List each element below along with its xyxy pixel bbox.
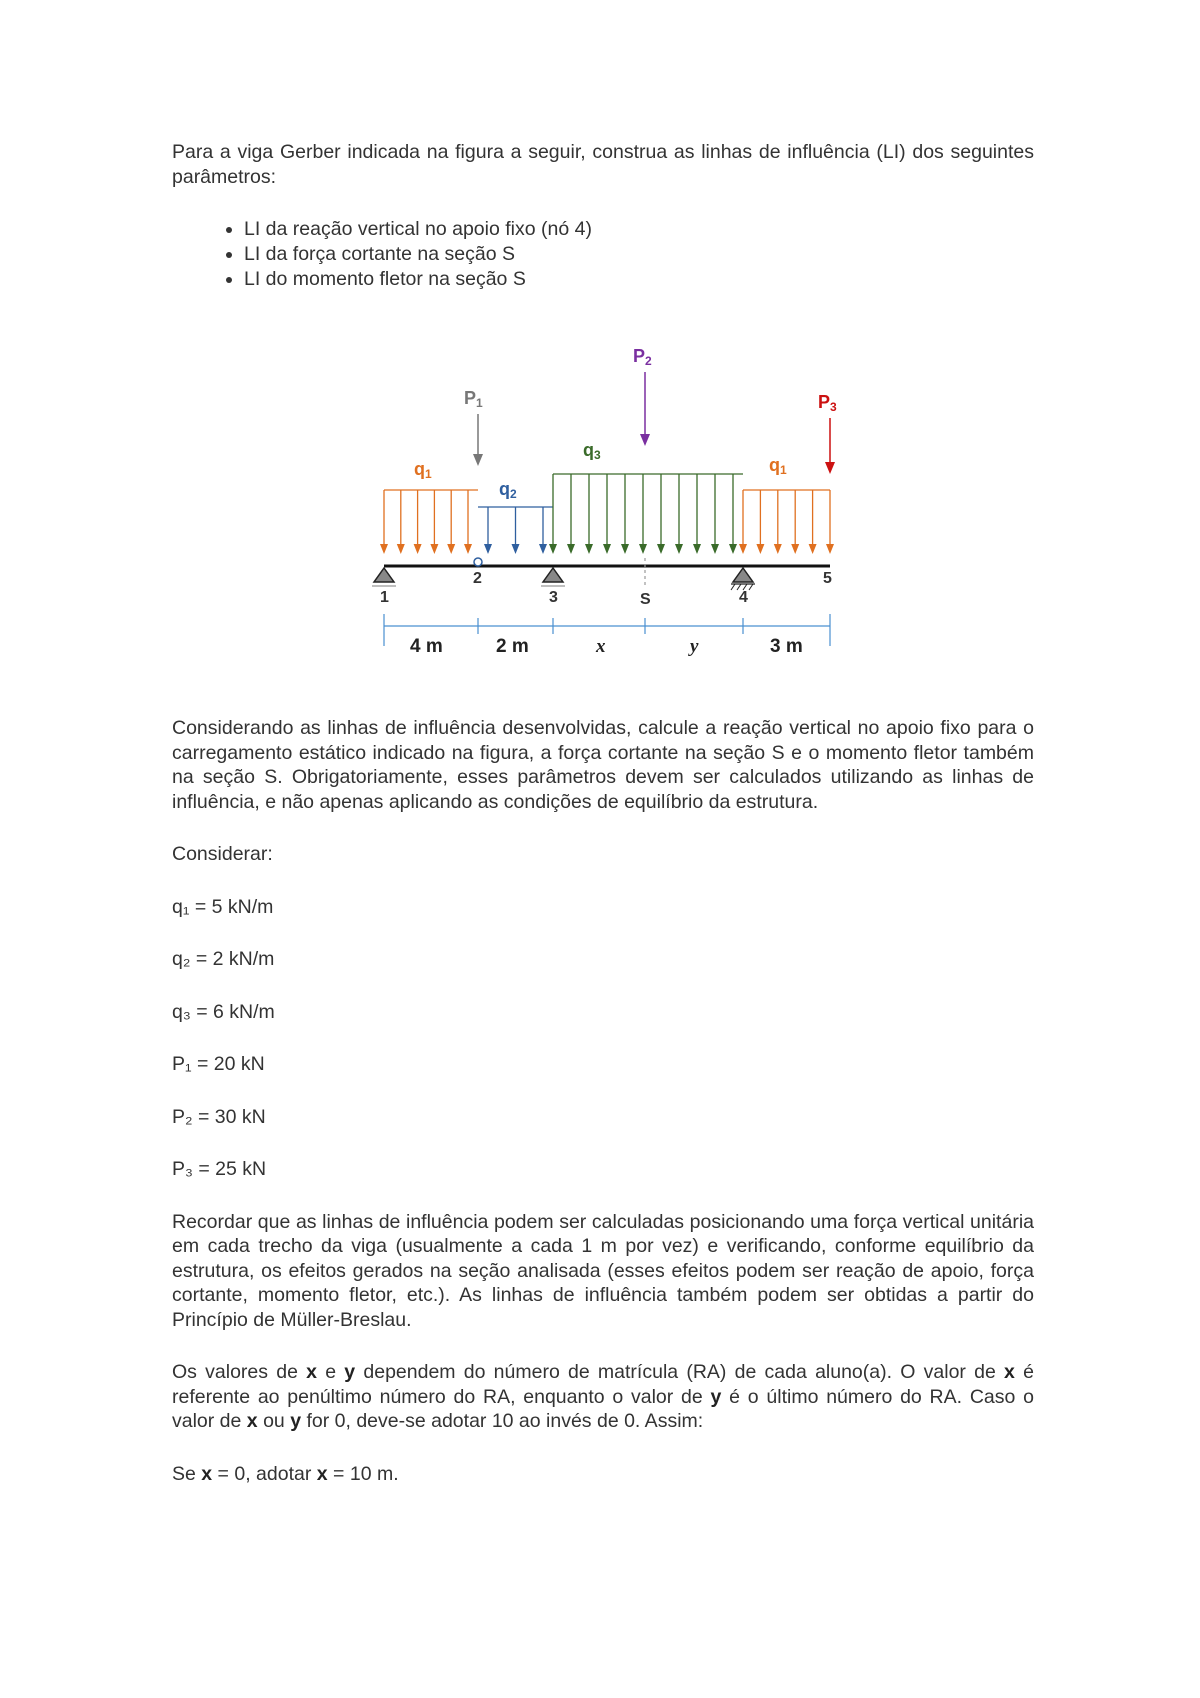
considerar-label: Considerar: [172,843,273,865]
pin-support-icon [374,568,394,582]
arrow-down-icon [549,544,557,554]
arrow-down-icon [774,544,782,554]
arrow-down-icon [826,544,834,554]
node-s-label: S [640,591,651,608]
q1-left-label: q1 [414,459,432,481]
value-p1: P₁ = 20 kN [172,1053,265,1075]
arrow-down-icon [473,454,483,466]
value-q1: q₁ = 5 kN/m [172,895,274,918]
arrow-down-icon [791,544,799,554]
q3-load [549,474,743,554]
list-item: • LI do momento fletor na seção S [244,267,1034,292]
hinge-icon [474,558,482,566]
arrow-down-icon [825,462,835,474]
dimension-line [384,614,830,646]
arrow-down-icon [585,544,593,554]
arrow-down-icon [430,544,438,554]
svg-text:P1: P1 [464,388,483,410]
q2-label: q2 [499,479,517,501]
arrow-down-icon [603,544,611,554]
arrow-down-icon [640,434,650,446]
pin-support-icon [543,568,563,582]
p3-force [818,392,837,474]
node-5-label: 5 [823,570,832,587]
arrow-down-icon [484,544,492,554]
list-item: • LI da reação vertical no apoio fixo (nó 4) [244,217,1034,242]
node-3-label: 3 [549,589,558,606]
value-p3: P₃ = 25 kN [172,1158,267,1180]
dim-2m: 2 m [496,636,529,657]
list-item: • LI da força cortante na seção S [244,242,1034,267]
value-q2: q₂ = 2 kN/m [172,948,275,970]
q1-right-label: q1 [769,455,787,477]
arrow-down-icon [693,544,701,554]
arrow-down-icon [512,544,520,554]
arrow-down-icon [675,544,683,554]
p1-force [464,388,483,466]
svg-text:P2: P2 [633,346,652,368]
arrow-down-icon [621,544,629,554]
recall-paragraph: Recordar que as linhas de influência podem ser calculadas posicionando uma força vertical unitária em cada trecho da viga (usualmente a cada 1 m por vez) e verificando, conforme equilíbrio da estrutura, os efeitos gerados na seção analisada (esses efeitos podem ser reação de apoio, força cortante, momento fletor, etc.). As linhas de influência também podem ser obtidas a partir do Princípio de Müller-Breslau. [172,1210,1034,1331]
dim-y: y [690,636,699,657]
node-4-label: 4 [739,589,748,606]
arrow-down-icon [380,544,388,554]
calculation-paragraph: Considerando as linhas de influência desenvolvidas, calcule a reação vertical no apoio fixo para o carregamento estático indicado na figura, a força cortante na seção S e o momento fletor também na seção S. Obrigatoriamente, esses parâmetros devem ser calculados utilizando as linhas de influência, e não apenas aplicando as condições de equilíbrio da estrutura. [172,717,1034,813]
arrow-down-icon [739,544,747,554]
dim-x: x [596,636,606,657]
arrow-down-icon [464,544,472,554]
dim-3m: 3 m [770,636,803,657]
arrow-down-icon [809,544,817,554]
arrow-down-icon [447,544,455,554]
fixed-support-icon [733,568,753,582]
arrow-down-icon [657,544,665,554]
value-q3: q₃ = 6 kN/m [172,1000,275,1023]
support-node-1 [372,568,396,586]
node-2-label: 2 [473,570,482,587]
support-node-4 [731,568,755,590]
arrow-down-icon [567,544,575,554]
arrow-down-icon [729,544,737,554]
p2-force [633,346,652,446]
q1-left-load [380,490,478,554]
influence-lines-list [172,217,1034,292]
arrow-down-icon [711,544,719,554]
rule-line: Se x = 0, adotar x = 10 m. [172,1462,399,1485]
node-1-label: 1 [380,589,389,606]
arrow-down-icon [397,544,405,554]
q1-right-load [739,490,834,554]
arrow-down-icon [414,544,422,554]
arrow-down-icon [639,544,647,554]
arrow-down-icon [756,544,764,554]
intro-paragraph: Para a viga Gerber indicada na figura a seguir, construa as linhas de influência (LI) dos seguintes parâmetros: [172,141,1034,188]
ra-paragraph: Os valores de x e y dependem do número de matrícula (RA) de cada aluno(a). O valor de x é referente ao penúltimo número do RA, enquanto o valor de y é o último número do RA. Caso o valor de x ou y for 0, deve-se adotar 10 ao invés de 0. Assim: [172,1361,1034,1432]
arrow-down-icon [539,544,547,554]
q3-label: q3 [583,440,601,462]
q2-load [478,507,553,554]
gerber-beam-figure [360,340,840,670]
value-p2: P₂ = 30 kN [172,1105,266,1128]
svg-text:P3: P3 [818,392,837,414]
support-node-3 [541,568,565,586]
dim-4m: 4 m [410,636,443,657]
